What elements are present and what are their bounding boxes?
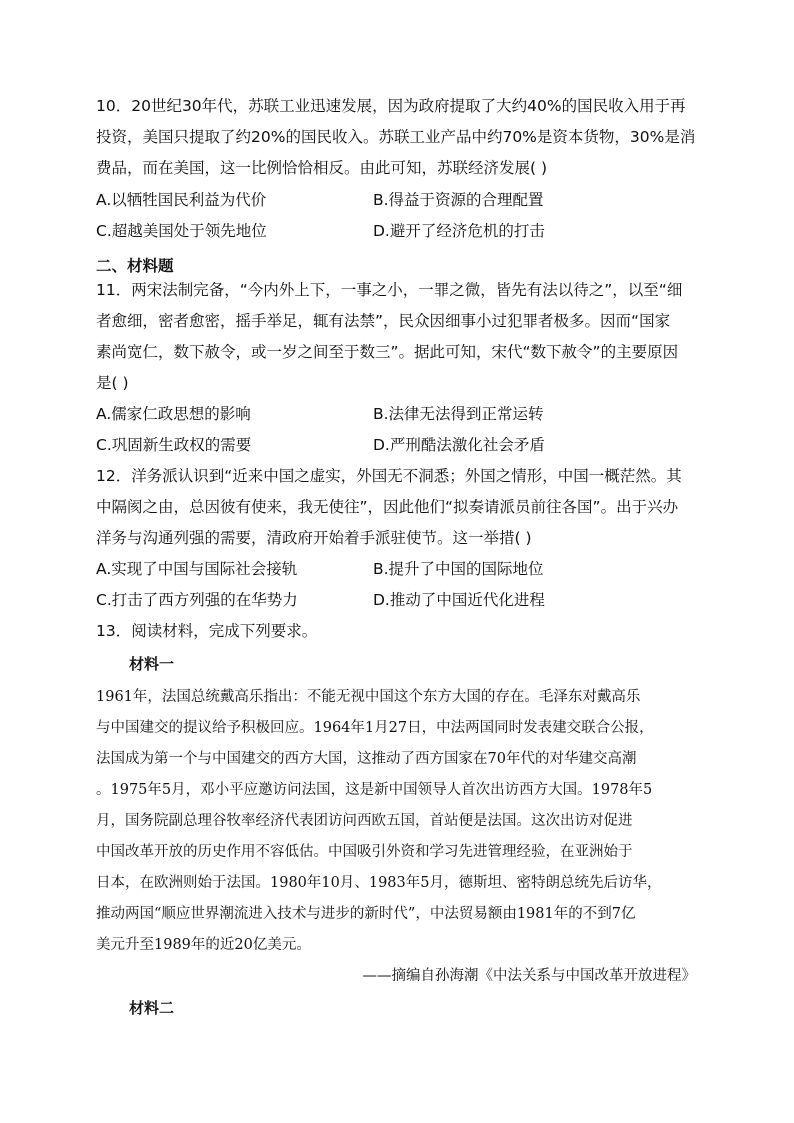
section-heading: 二、材料题	[96, 257, 174, 275]
material-1-line: 日本，在欧洲则始于法国。1980年10月、1983年5月，德斯坦、密特朗总统先后访华，	[96, 875, 662, 891]
q11-option-a: A.儒家仁政思想的影响	[96, 405, 251, 423]
material-1-line: 中国改革开放的历史作用不容低估。中国吸引外资和学习先进管理经验，在亚洲始于	[96, 844, 633, 860]
material-1-title: 材料一	[129, 655, 175, 673]
q11-option-d: D.严刑酷法激化社会矛盾	[373, 436, 545, 454]
q10-option-d: D.避开了经济危机的打击	[373, 222, 545, 240]
q10-stem-line: 投资，美国只提取了约20%的国民收入。苏联工业产品中约70%是资本货物，30%是消	[96, 128, 696, 146]
q11-stem-line: 者愈细，密者愈密，摇手举足，辄有法禁”，民众因细事小过犯罪者极多。因而“国家	[96, 312, 671, 330]
material-1-source: ——摘编自孙海潮《中法关系与中国改革开放进程》	[362, 968, 696, 984]
material-1-line: 推动两国“顺应世界潮流进入技术与进步的新时代”，中法贸易额由1981年的不到7亿	[96, 906, 636, 922]
q10-option-b: B.得益于资源的合理配置	[373, 191, 544, 209]
q12-stem-line: 洋务与沟通列强的需要，清政府开始着手派驻使节。这一举措( )	[96, 529, 532, 547]
material-1-line: 与中国建交的提议给予积极回应。1964年1月27日，中法两国同时发表建交联合公报，	[96, 720, 654, 736]
q12-option-d: D.推动了中国近代化进程	[373, 591, 545, 609]
q10-stem-line: 费品，而在美国，这一比例恰恰相反。由此可知，苏联经济发展( )	[96, 159, 548, 177]
q11-stem-line: 是( )	[96, 374, 129, 392]
material-1-line: 1961年，法国总统戴高乐指出：不能无视中国这个东方大国的存在。毛泽东对戴高乐	[96, 689, 641, 705]
q11-stem-line: 11．两宋法制完备，“今内外上下，一事之小，一罪之微，皆先有法以待之”，以至“细	[96, 281, 683, 299]
q12-option-a: A.实现了中国与国际社会接轨	[96, 560, 298, 578]
q11-option-b: B.法律无法得到正常运转	[373, 405, 544, 423]
q12-option-b: B.提升了中国的国际地位	[373, 560, 544, 578]
q12-stem-line: 12．洋务派认识到“近来中国之虚实，外国无不洞悉；外国之情形，中国一概茫然。其	[96, 467, 682, 485]
q12-option-c: C.打击了西方列强的在华势力	[96, 591, 298, 609]
q11-stem-line: 素尚宽仁，数下赦令，或一岁之间至于数三”。据此可知，宋代“数下赦令”的主要原因	[96, 343, 679, 361]
q11-option-c: C.巩固新生政权的需要	[96, 436, 252, 454]
material-1-line: 美元升至1989年的近20亿美元。	[96, 937, 311, 953]
q10-option-c: C.超越美国处于领先地位	[96, 222, 267, 240]
q10-option-a: A.以牺牲国民利益为代价	[96, 191, 267, 209]
material-2-title: 材料二	[129, 999, 175, 1017]
material-1-line: 月，国务院副总理谷牧率经济代表团访问西欧五国，首站便是法国。这次出访对促进	[96, 813, 633, 829]
q13-prompt: 13．阅读材料，完成下列要求。	[96, 622, 318, 640]
material-1-line: 法国成为第一个与中国建交的西方大国，这推动了西方国家在70年代的对华建交高潮	[96, 751, 637, 767]
q10-stem-line: 10．20世纪30年代，苏联工业迅速发展，因为政府提取了大约40%的国民收入用于再	[96, 97, 686, 115]
material-1-line: 。1975年5月，邓小平应邀访问法国，这是新中国领导人首次出访西方大国。1978年5	[96, 782, 653, 798]
q12-stem-line: 中隔阂之由，总因彼有使来，我无使往”，因此他们“拟奏请派员前往各国”。出于兴办	[96, 498, 679, 516]
